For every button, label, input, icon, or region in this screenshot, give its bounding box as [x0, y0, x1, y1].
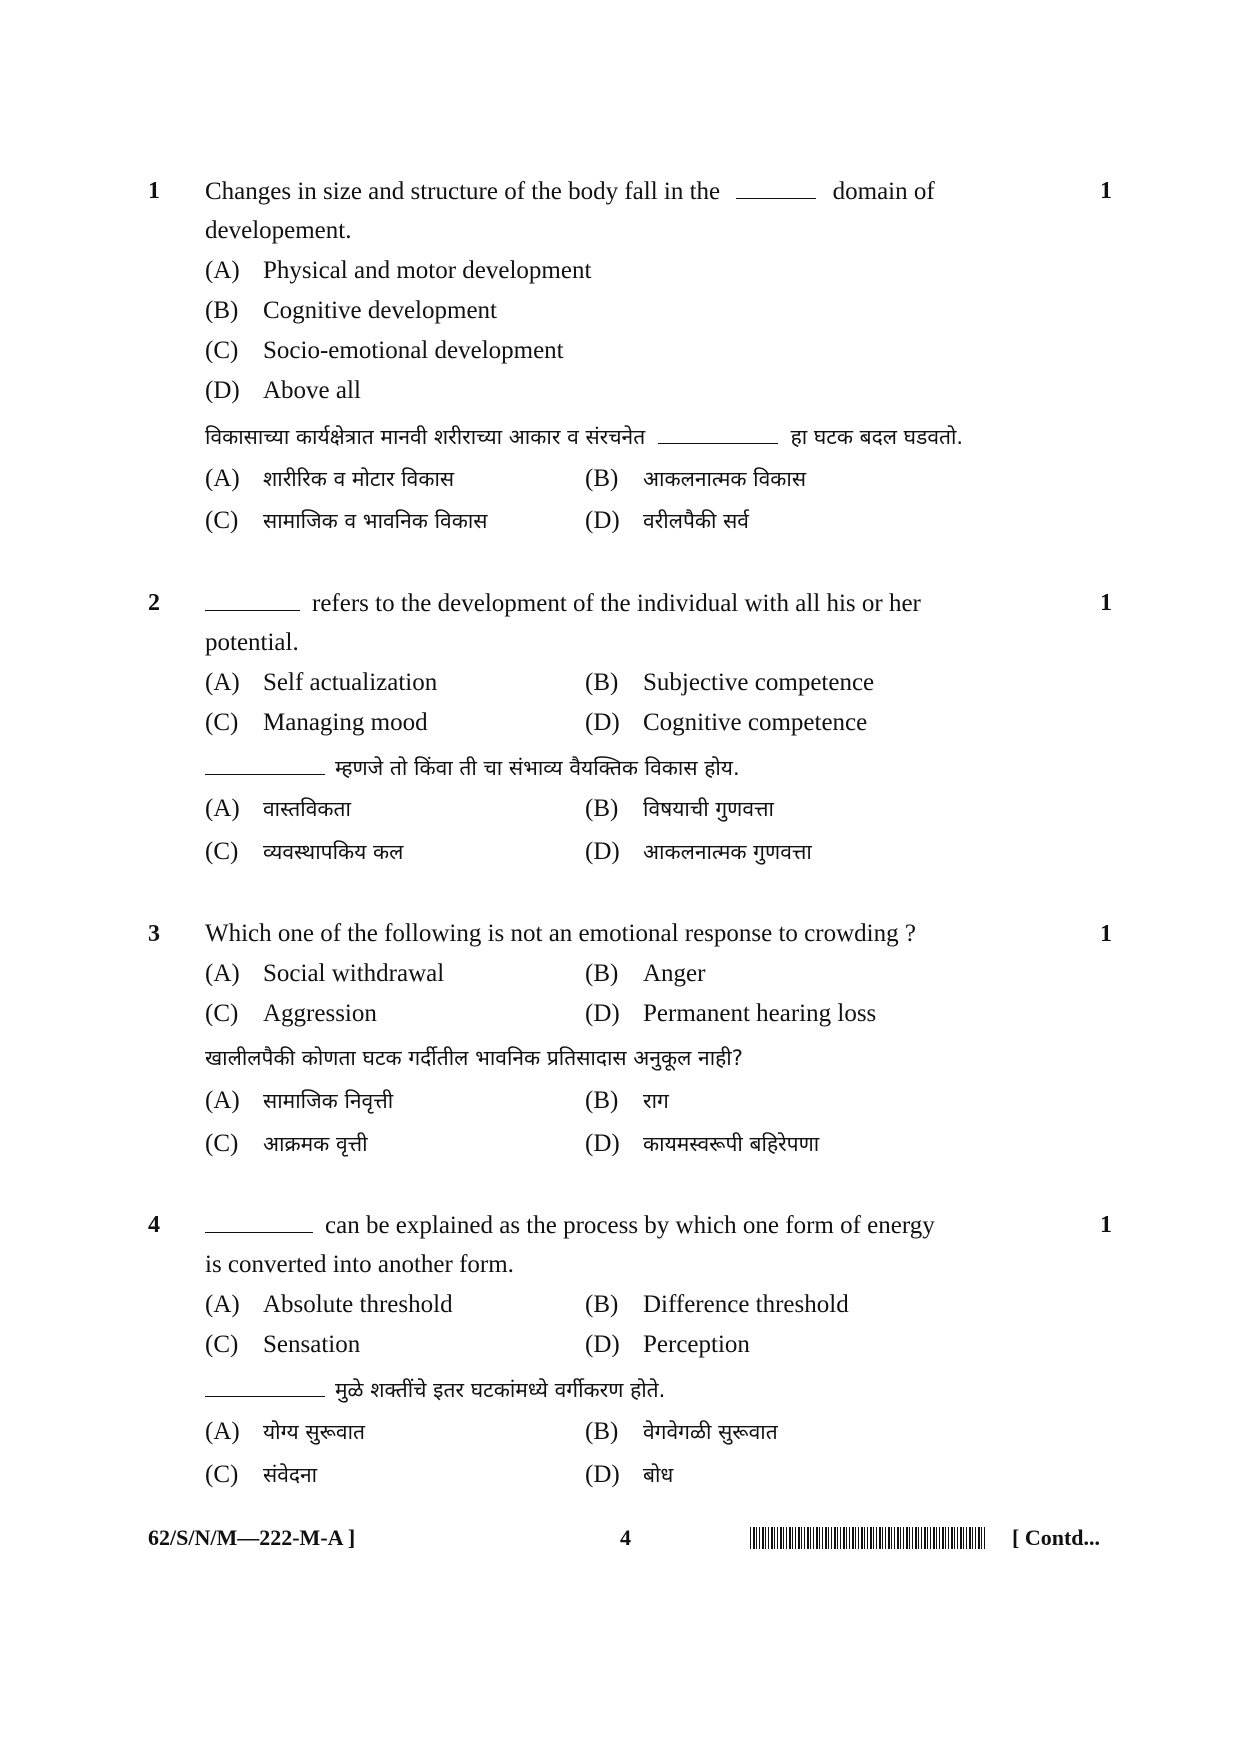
question-1-mr-option-a: (A) शारीरिक व मोटार विकास [205, 465, 455, 492]
question-2-en-line2: potential. [205, 629, 299, 656]
question-3-mr-text: खालीलपैकी कोणता घटक गर्दीतील भावनिक प्रतिसादास अनुकूल नाही? [205, 1046, 743, 1070]
question-3-mr-option-c: (C) आक्रमक वृत्ती [205, 1130, 368, 1157]
question-1-mr-option-b: (B) आकलनात्मक विकास [585, 465, 807, 492]
question-2-en-option-d: (D) Cognitive competence [585, 709, 868, 736]
question-1-en-line2: developement. [205, 217, 352, 244]
question-3-en-line1: Which one of the following is not an emotional response to crowding ? [205, 920, 916, 947]
question-2-mr-text: म्हणजे तो किंवा ती चा संभाव्य वैयक्तिक विकास होय. [205, 752, 1055, 783]
question-3-en-option-a: (A) Social withdrawal [205, 960, 445, 987]
answer-blank [205, 1374, 325, 1397]
answer-blank [205, 752, 325, 775]
question-4-mr-option-c: (C) संवेदना [205, 1461, 318, 1488]
question-4-mr-option-a: (A) योग्य सुरूवात [205, 1418, 365, 1445]
answer-blank [658, 421, 778, 444]
question-2-en-option-b: (B) Subjective competence [585, 669, 875, 696]
question-3-marks: 1 [1100, 921, 1112, 947]
continued-label: [ Contd... [1012, 1525, 1101, 1550]
question-2-en-option-c: (C) Managing mood [205, 709, 428, 736]
question-1-number: 1 [148, 178, 160, 204]
question-3-mr-option-b: (B) राग [585, 1087, 669, 1114]
question-3-mr-option-a: (A) सामाजिक निवृत्ती [205, 1087, 394, 1114]
question-3-en-option-c: (C) Aggression [205, 1000, 377, 1027]
question-3-mr-option-d: (D) कायमस्वरूपी बहिरेपणा [585, 1130, 820, 1157]
question-4-mr-text: मुळे शक्तींचे इतर घटकांमध्ये वर्गीकरण होते. [205, 1374, 1055, 1405]
question-2-mr-option-c: (C) व्यवस्थापकिय कल [205, 838, 404, 865]
answer-blank [205, 1210, 313, 1233]
question-1-mr-option-c: (C) सामाजिक व भावनिक विकास [205, 507, 488, 534]
question-4-mr-option-d: (D) बोध [585, 1461, 674, 1488]
question-3-number: 3 [148, 921, 160, 947]
question-1-en-text-b: domain of [832, 178, 935, 205]
question-2-number: 2 [148, 590, 160, 616]
question-4-en-line2: is converted into another form. [205, 1251, 514, 1278]
question-2-en-line1: refers to the development of the individual with all his or her [205, 588, 1055, 619]
page-number: 4 [620, 1525, 631, 1550]
answer-blank [205, 588, 300, 611]
paper-code: 62/S/N/M—222-M-A ] [148, 1525, 356, 1550]
question-4-mr-option-b: (B) वेगवेगळी सुरूवात [585, 1418, 778, 1445]
question-3-en-option-b: (B) Anger [585, 960, 706, 987]
question-2-marks: 1 [1100, 590, 1112, 616]
question-4-en-option-d: (D) Perception [585, 1331, 750, 1358]
question-2-mr-option-d: (D) आकलनात्मक गुणवत्ता [585, 838, 812, 865]
question-4-en-option-c: (C) Sensation [205, 1331, 361, 1358]
barcode-image [750, 1527, 985, 1549]
question-1-en-option-d: (D) Above all [205, 377, 361, 404]
question-1-en-option-c: (C) Socio-emotional development [205, 337, 564, 364]
question-4-number: 4 [148, 1212, 160, 1238]
question-2-en-option-a: (A) Self actualization [205, 669, 438, 696]
question-2-mr-option-b: (B) विषयाची गुणवत्ता [585, 795, 774, 822]
question-1-en-option-a: (A) Physical and motor development [205, 257, 592, 284]
question-1-mr-option-d: (D) वरीलपैकी सर्व [585, 507, 749, 534]
question-4-marks: 1 [1100, 1212, 1112, 1238]
question-1-marks: 1 [1100, 178, 1112, 204]
answer-blank [736, 176, 816, 199]
question-1-mr-text: विकासाच्या कार्यक्षेत्रात मानवी शरीराच्या आकार व संरचनेत हा घटक बदल घडवतो. [205, 421, 1055, 452]
question-3-en-option-d: (D) Permanent hearing loss [585, 1000, 877, 1027]
question-1-en-text-a: Changes in size and structure of the body fall in the [205, 178, 721, 205]
question-1-en-line1 [205, 176, 1055, 207]
question-1-en-option-b: (B) Cognitive development [205, 297, 497, 324]
question-4-en-line1: can be explained as the process by which one form of energy [205, 1210, 1055, 1241]
question-4-en-option-b: (B) Difference threshold [585, 1291, 849, 1318]
question-4-en-option-a: (A) Absolute threshold [205, 1291, 453, 1318]
question-2-mr-option-a: (A) वास्तविकता [205, 795, 351, 822]
